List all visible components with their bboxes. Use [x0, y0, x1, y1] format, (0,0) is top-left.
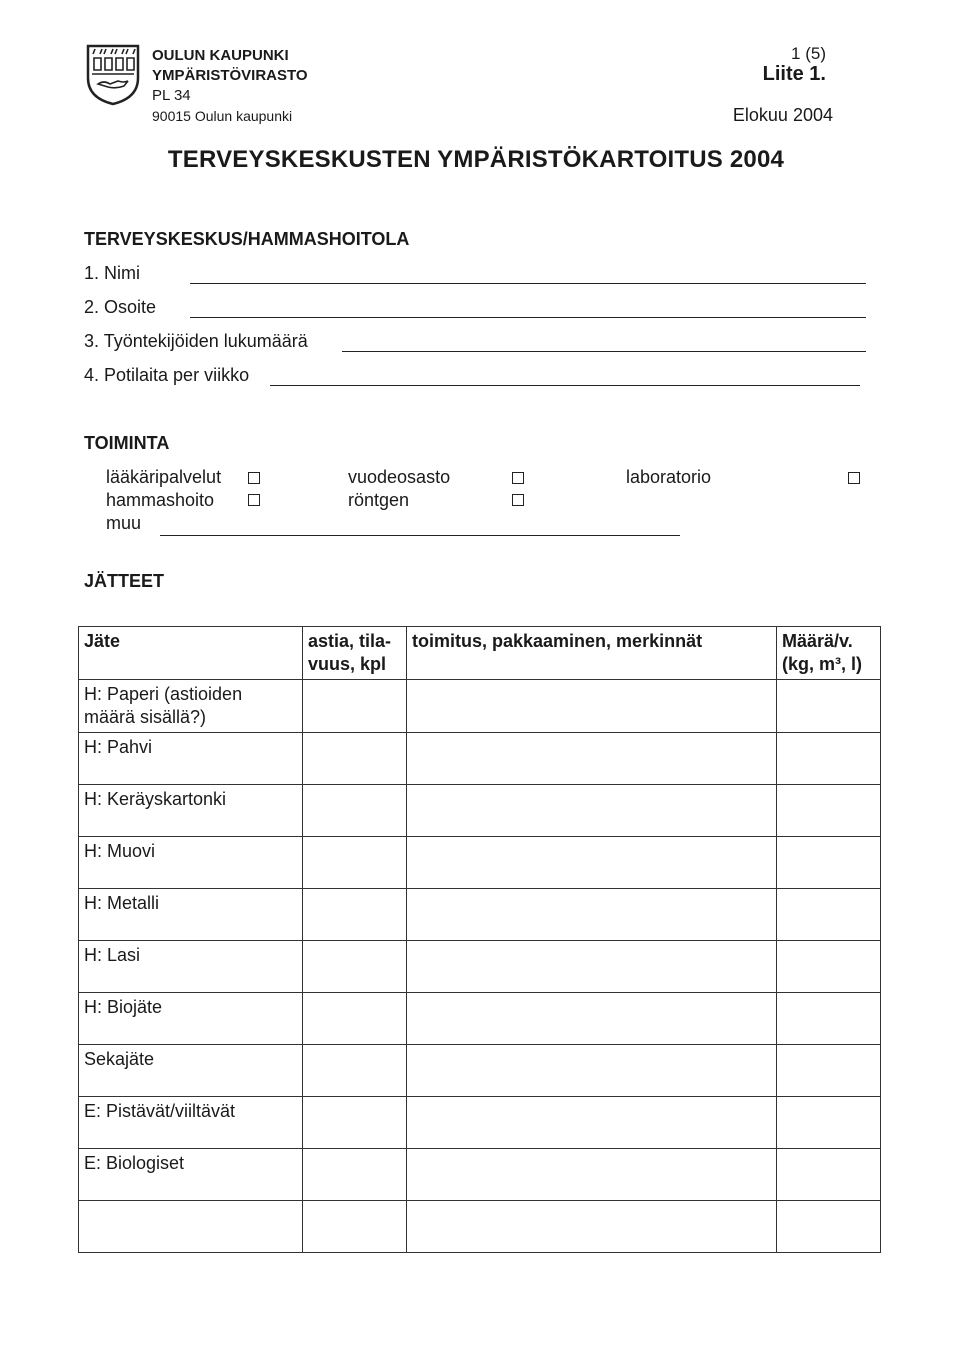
table-row [79, 733, 881, 785]
table-row [79, 680, 881, 733]
field-line-address[interactable] [190, 317, 866, 318]
option-label-other: muu [106, 513, 142, 533]
table-row [79, 785, 881, 837]
dept-name: YMPÄRISTÖVIRASTO [152, 67, 308, 84]
table-row [79, 837, 881, 889]
waste-type-cell: H: Muovi [79, 837, 303, 889]
amount-cell[interactable] [777, 733, 881, 785]
date-label: Elokuu 2004 [732, 105, 833, 125]
document-title: TERVEYSKESKUSTEN YMPÄRISTÖKARTOITUS 2004 [167, 146, 785, 173]
amount-cell[interactable] [777, 1045, 881, 1097]
option-label-ward: vuodeosasto [348, 467, 451, 487]
field-label-address: 2. Osoite [84, 297, 157, 317]
field-line-name[interactable] [190, 283, 866, 284]
delivery-cell[interactable] [407, 993, 777, 1045]
delivery-cell[interactable] [407, 680, 777, 733]
container-cell[interactable] [303, 1097, 407, 1149]
delivery-cell[interactable] [407, 1149, 777, 1201]
field-line-patients[interactable] [270, 385, 860, 386]
delivery-cell[interactable] [407, 1097, 777, 1149]
checkbox-xray[interactable] [512, 494, 524, 506]
org-block [152, 46, 308, 126]
field-label-name: 1. Nimi [84, 263, 141, 283]
waste-type-cell: H: Lasi [79, 941, 303, 993]
checkbox-doctor[interactable] [248, 472, 260, 484]
delivery-cell[interactable] [407, 1201, 777, 1253]
amount-cell[interactable] [777, 1149, 881, 1201]
field-line-other[interactable] [160, 535, 680, 536]
amount-cell[interactable] [777, 889, 881, 941]
amount-cell[interactable] [777, 941, 881, 993]
col-header-amount: Määrä/v. (kg, m³, l) [777, 627, 881, 680]
table-header-row [79, 627, 881, 680]
field-label-employees: 3. Työntekijöiden lukumäärä [84, 331, 308, 351]
waste-type-cell: H: Paperi (astioiden määrä sisällä?) [79, 680, 303, 733]
table-row [79, 1149, 881, 1201]
container-cell[interactable] [303, 1149, 407, 1201]
section-heading-waste: JÄTTEET [84, 571, 165, 591]
delivery-cell[interactable] [407, 941, 777, 993]
table-row [79, 941, 881, 993]
col-header-waste: Jäte [79, 627, 303, 680]
delivery-cell[interactable] [407, 1045, 777, 1097]
city-crest-logo [84, 44, 142, 106]
table-row [79, 889, 881, 941]
amount-cell[interactable] [777, 680, 881, 733]
option-label-dental: hammashoito [106, 490, 215, 510]
delivery-cell[interactable] [407, 785, 777, 837]
container-cell[interactable] [303, 785, 407, 837]
amount-cell[interactable] [777, 837, 881, 889]
delivery-cell[interactable] [407, 733, 777, 785]
container-cell[interactable] [303, 733, 407, 785]
waste-table [78, 626, 881, 1253]
waste-type-cell: H: Pahvi [79, 733, 303, 785]
waste-type-cell: H: Keräyskartonki [79, 785, 303, 837]
waste-type-cell: H: Biojäte [79, 993, 303, 1045]
amount-cell[interactable] [777, 785, 881, 837]
container-cell[interactable] [303, 941, 407, 993]
delivery-cell[interactable] [407, 837, 777, 889]
field-label-patients: 4. Potilaita per viikko [84, 365, 250, 385]
table-row [79, 1201, 881, 1253]
appendix-label: Liite 1. [762, 63, 826, 85]
table-row [79, 1045, 881, 1097]
waste-type-cell: E: Pistävät/viiltävät [79, 1097, 303, 1149]
postal-address: 90015 Oulun kaupunki [152, 108, 293, 124]
container-cell[interactable] [303, 680, 407, 733]
col-header-container: astia, tila- vuus, kpl [303, 627, 407, 680]
option-label-laboratory: laboratorio [626, 467, 712, 487]
table-row [79, 1097, 881, 1149]
field-line-employees[interactable] [342, 351, 866, 352]
waste-type-cell[interactable] [79, 1201, 303, 1253]
org-name: OULUN KAUPUNKI [152, 47, 289, 64]
waste-type-cell: Sekajäte [79, 1045, 303, 1097]
section-heading-facility: TERVEYSKESKUS/HAMMASHOITOLA [84, 229, 410, 249]
amount-cell[interactable] [777, 1201, 881, 1253]
table-row [79, 993, 881, 1045]
amount-cell[interactable] [777, 1097, 881, 1149]
amount-cell[interactable] [777, 993, 881, 1045]
option-label-xray: röntgen [348, 490, 410, 510]
col-header-delivery: toimitus, pakkaaminen, merkinnät [407, 627, 777, 680]
option-label-doctor: lääkäripalvelut [106, 467, 222, 487]
checkbox-ward[interactable] [512, 472, 524, 484]
container-cell[interactable] [303, 993, 407, 1045]
container-cell[interactable] [303, 837, 407, 889]
checkbox-laboratory[interactable] [848, 472, 860, 484]
container-cell[interactable] [303, 889, 407, 941]
waste-type-cell: E: Biologiset [79, 1149, 303, 1201]
page-number: 1 (5) [791, 44, 826, 63]
section-heading-activity: TOIMINTA [84, 433, 170, 453]
delivery-cell[interactable] [407, 889, 777, 941]
po-box: PL 34 [152, 87, 191, 104]
container-cell[interactable] [303, 1045, 407, 1097]
waste-type-cell: H: Metalli [79, 889, 303, 941]
checkbox-dental[interactable] [248, 494, 260, 506]
container-cell[interactable] [303, 1201, 407, 1253]
